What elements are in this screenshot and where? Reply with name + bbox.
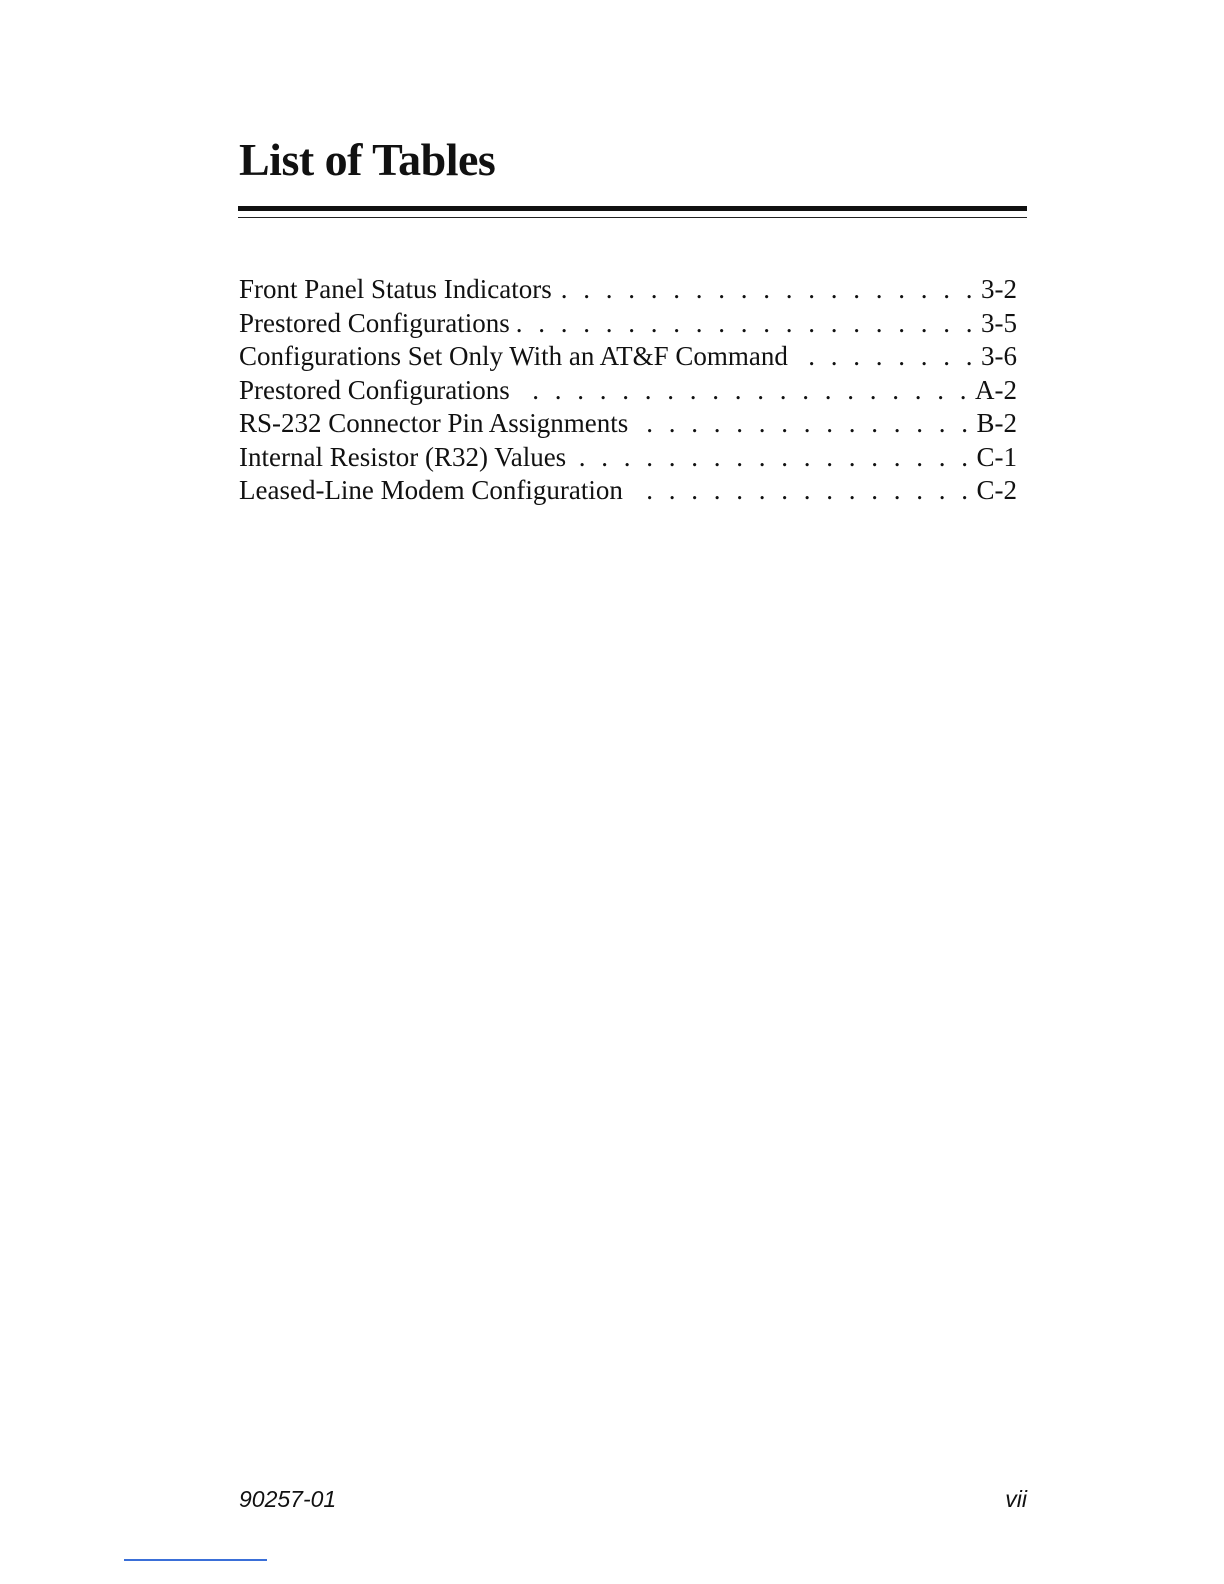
- toc-dot-leader: [794, 340, 977, 374]
- toc-dot-leader: [516, 307, 977, 341]
- title-rule-thin: [238, 217, 1027, 218]
- toc-entry-title: RS-232 Connector Pin Assignments: [239, 408, 629, 438]
- toc-entry-page: 3-6: [981, 341, 1017, 371]
- toc-entry-page: 3-5: [981, 307, 1017, 338]
- toc-entry-page: A-2: [975, 374, 1017, 405]
- toc-entry-page: 3-2: [981, 274, 1017, 304]
- toc-entry-title: Prestored Configurations: [239, 307, 510, 338]
- footer-page-number: vii: [1005, 1486, 1027, 1512]
- toc-entry[interactable]: [239, 474, 1017, 508]
- toc-entry[interactable]: [239, 273, 1017, 307]
- table-of-contents: [239, 273, 1017, 508]
- footer-doc-number: 90257-01: [239, 1486, 337, 1512]
- toc-entry-title: Internal Resistor (R32) Values: [239, 441, 567, 472]
- page-title: List of Tables: [239, 134, 496, 185]
- toc-dot-leader: [629, 474, 973, 508]
- toc-entry-page: C-2: [976, 475, 1017, 505]
- scan-artifact-line: [124, 1559, 267, 1561]
- toc-dot-leader: [634, 407, 972, 441]
- toc-dot-leader: [516, 374, 971, 408]
- toc-entry[interactable]: [239, 340, 1017, 374]
- toc-dot-leader: [572, 441, 972, 475]
- toc-entry[interactable]: [239, 441, 1017, 475]
- title-rule-thick: [238, 206, 1027, 211]
- toc-entry[interactable]: [239, 307, 1017, 341]
- toc-entry[interactable]: [239, 407, 1017, 441]
- toc-entry-title: Prestored Configurations: [239, 374, 510, 405]
- toc-entry[interactable]: [239, 374, 1017, 408]
- toc-entry-page: B-2: [976, 408, 1017, 438]
- toc-entry-title: Configurations Set Only With an AT&F Command: [239, 341, 788, 371]
- toc-entry-title: Front Panel Status Indicators: [239, 274, 552, 304]
- toc-entry-page: C-1: [976, 441, 1017, 472]
- toc-entry-title: Leased-Line Modem Configuration: [239, 475, 623, 505]
- toc-dot-leader: [558, 273, 977, 307]
